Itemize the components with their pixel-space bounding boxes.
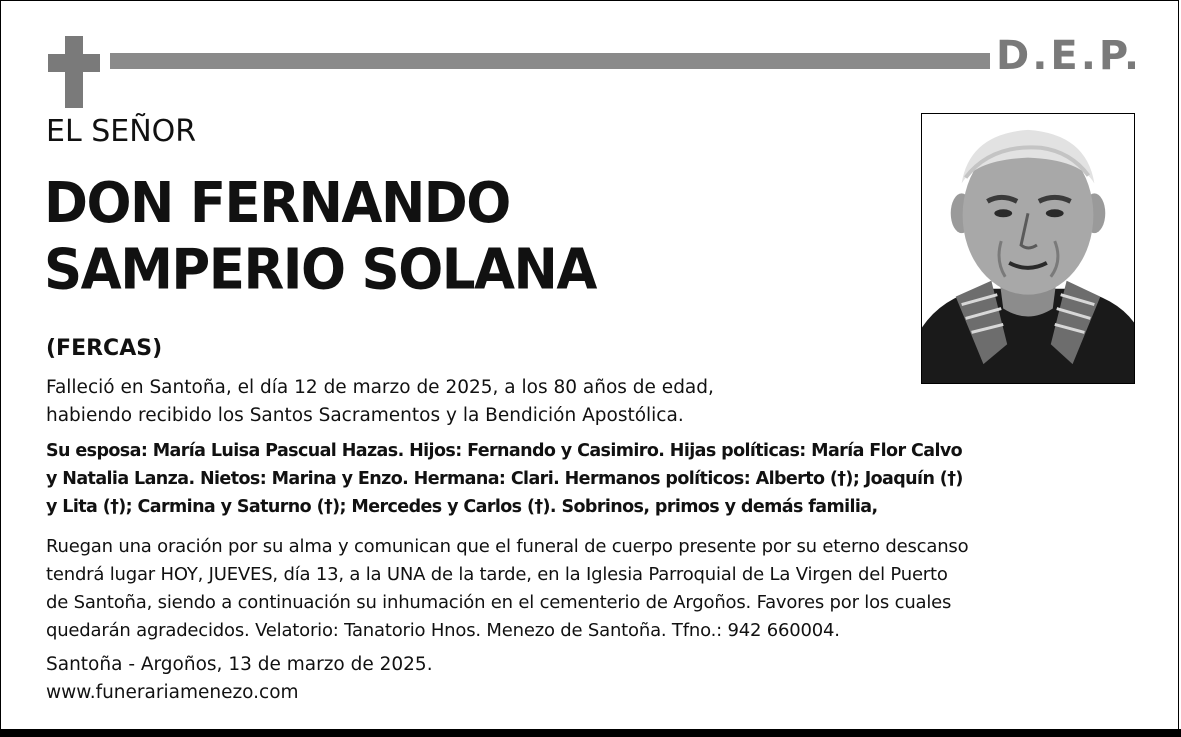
- title-prefix: EL SEÑOR: [46, 114, 197, 149]
- death-info-line: habiendo recibido los Santos Sacramentos y la Bendición Apostólica.: [46, 405, 684, 426]
- ceremony-info: [46, 533, 1146, 645]
- name-line: DON FERNANDO: [44, 171, 510, 236]
- deceased-name: [44, 170, 904, 304]
- header-rule: [110, 53, 990, 69]
- ceremony-line: Ruegan una oración por su alma y comunican que el funeral de cuerpo presente por su eterno descanso: [46, 536, 969, 557]
- death-info-line: Falleció en Santoña, el día 12 de marzo de 2025, a los 80 años de edad,: [46, 377, 714, 398]
- family-line: Su esposa: María Luisa Pascual Hazas. Hijos: Fernando y Casimiro. Hijas políticas: María Flor Calvo: [46, 441, 963, 461]
- website-link[interactable]: www.funerariamenezo.com: [46, 682, 299, 703]
- name-line: SAMPERIO SOLANA: [44, 237, 596, 303]
- ceremony-line: quedarán agradecidos. Velatorio: Tanatorio Hnos. Menezo de Santoña. Tfno.: 942 660004.: [46, 620, 840, 641]
- portrait-photo: [921, 113, 1135, 384]
- ceremony-line: de Santoña, siendo a continuación su inhumación en el cementerio de Argoños. Favores por los cuales: [46, 592, 952, 613]
- place-date: Santoña - Argoños, 13 de marzo de 2025.: [46, 654, 433, 675]
- cross-icon: [48, 36, 100, 108]
- ceremony-line: tendrá lugar HOY, JUEVES, día 13, a la UNA de la tarde, en la Iglesia Parroquial de La Virgen del Puerto: [46, 564, 948, 585]
- family-line: y Lita (†); Carmina y Saturno (†); Mercedes y Carlos (†). Sobrinos, primos y demás familia,: [46, 497, 878, 517]
- death-info: [46, 374, 906, 430]
- dep-label: D.E.P.: [996, 33, 1143, 79]
- family-list: [46, 437, 1146, 521]
- nickname: (FERCAS): [46, 336, 163, 361]
- family-line: y Natalia Lanza. Nietos: Marina y Enzo. Hermana: Clari. Hermanos políticos: Alberto (†); Joaquín (†): [46, 469, 963, 489]
- bottom-bar: [0, 729, 1181, 737]
